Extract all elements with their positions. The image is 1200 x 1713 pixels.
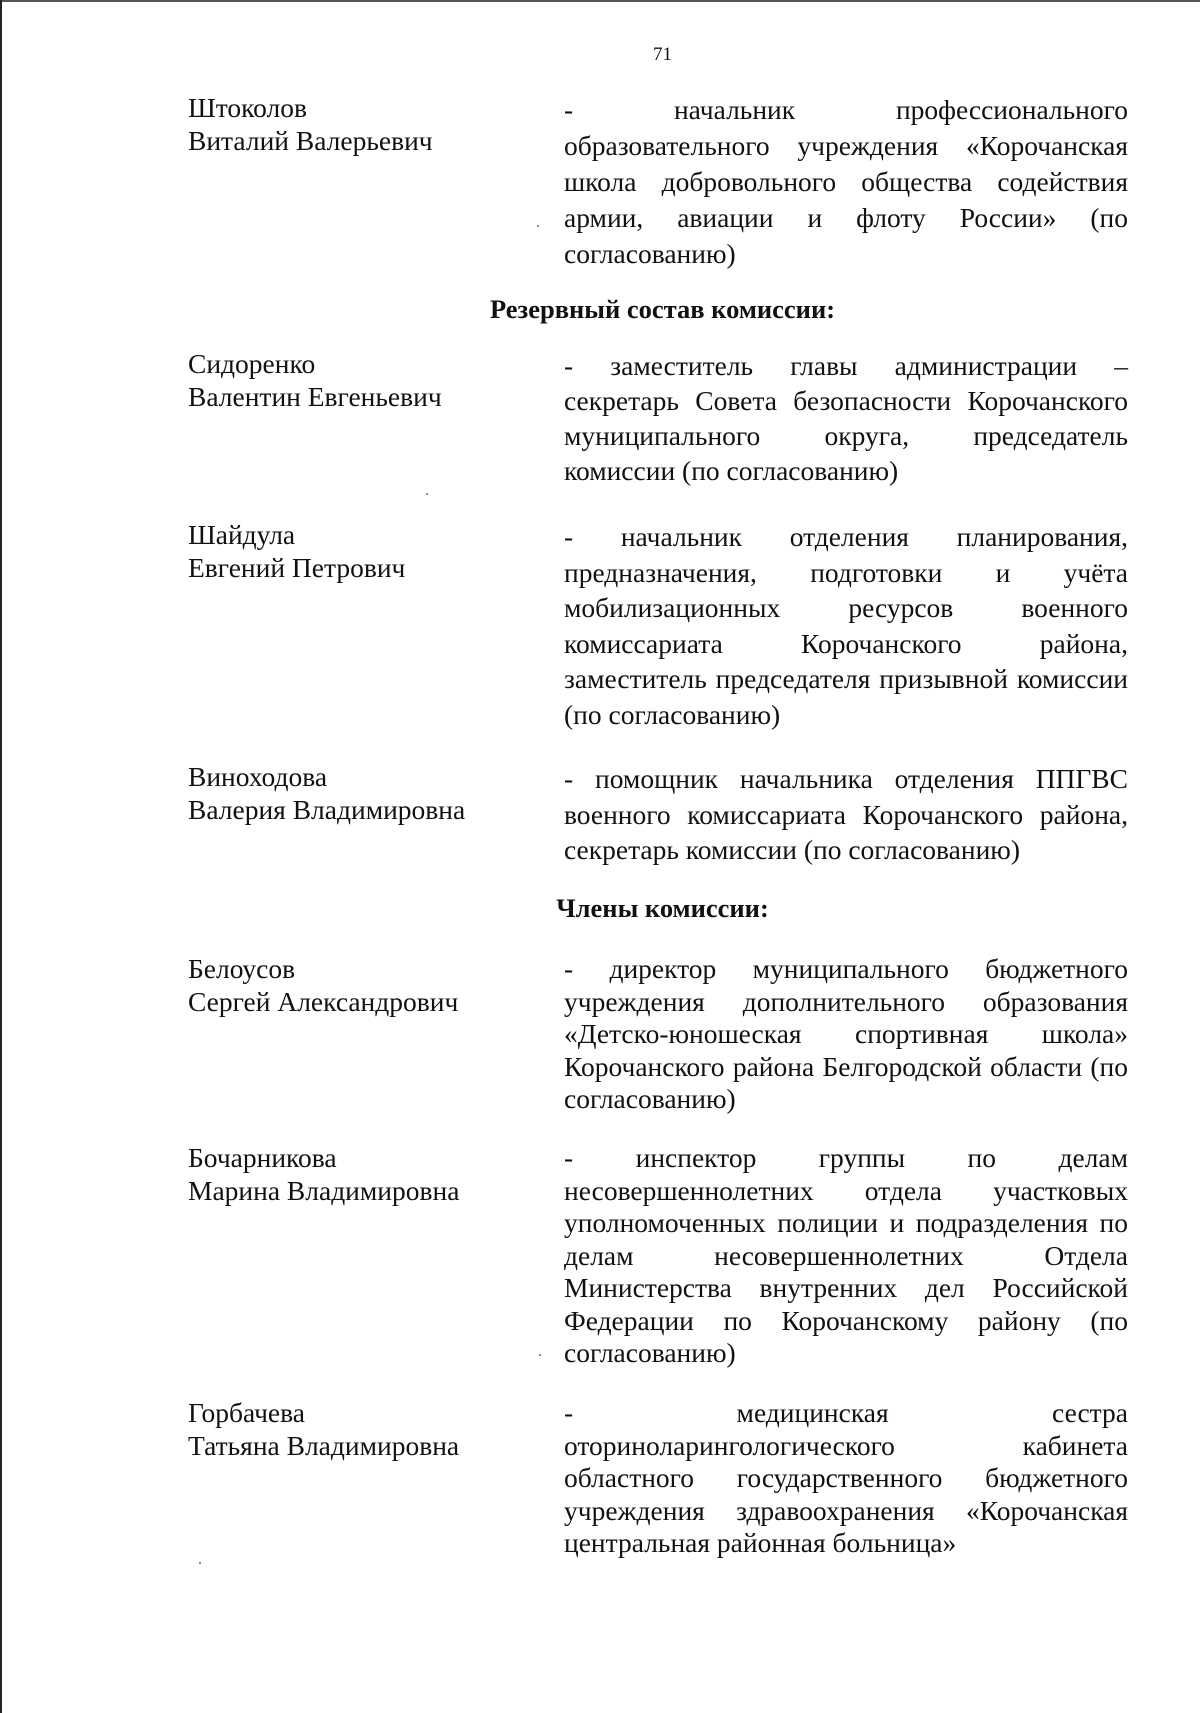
person-surname: Виноходова [188, 761, 328, 792]
person-given-names: Сергей Александрович [188, 985, 459, 1017]
person-given-names: Виталий Валерьевич [188, 124, 433, 156]
person-name [188, 348, 518, 413]
person-name [188, 519, 518, 584]
person-surname: Белоусов [188, 953, 296, 984]
person-name [188, 1397, 518, 1462]
person-name [188, 761, 518, 826]
person-role: - медицинская сестра оториноларингологического кабинета областного государственного бюджетного учреждения здравоохранения «Корочанская центральная районная больница» [564, 1397, 1128, 1558]
page-edge-left [0, 0, 2, 1713]
person-given-names: Евгений Петрович [188, 551, 406, 583]
person-given-names: Валерия Владимировна [188, 793, 466, 825]
person-given-names: Татьяна Владимировна [188, 1429, 460, 1461]
person-given-names: Валентин Евгеньевич [188, 380, 442, 412]
person-role: - начальник отделения планирования, предназначения, подготовки и учёта мобилизационных ресурсов военного комиссариата Корочанского района, заместитель председателя призывной комиссии (по согласованию) [564, 521, 1128, 730]
person-role: - инспектор группы по делам несовершеннолетних отдела участковых уполномоченных полиции и подразделения по делам несовершеннолетних Отдела Министерства внутренних дел Российской Федерации по Корочанскому району (по согласованию) [564, 1142, 1128, 1368]
person-role: - начальник профессионального образовательного учреждения «Корочанская школа добровольного общества содействия армии, авиации и флоту России» (по согласованию) [564, 94, 1128, 269]
person-name [188, 92, 518, 157]
scan-speck [539, 1354, 541, 1356]
person-surname: Шайдула [188, 519, 296, 550]
person-surname: Штоколов [188, 92, 307, 123]
person-surname: Горбачева [188, 1397, 305, 1428]
person-name [188, 1142, 518, 1207]
person-role: - заместитель главы администрации – секретарь Совета безопасности Корочанского муниципального округа, председатель комиссии (по согласованию) [564, 350, 1128, 486]
person-given-names: Марина Владимировна [188, 1174, 460, 1206]
person-role: - помощник начальника отделения ППГВС военного комиссариата Корочанского района, секретарь комиссии (по согласованию) [564, 763, 1128, 865]
scan-speck [537, 225, 539, 227]
page-number: 71 [653, 44, 672, 65]
person-name [188, 953, 518, 1018]
person-surname: Бочарникова [188, 1142, 337, 1173]
scan-speck [199, 1562, 201, 1564]
person-role: - директор муниципального бюджетного учреждения дополнительного образования «Детско-юношеская спортивная школа» Корочанского района Белгородской области (по согласованию) [564, 953, 1128, 1114]
section-heading-reserve: Резервный состав комиссии: [489, 294, 836, 324]
section-heading-members: Члены комиссии: [556, 893, 769, 923]
person-surname: Сидоренко [188, 348, 316, 379]
page-edge-top [0, 0, 1200, 2]
scan-speck [426, 493, 428, 495]
